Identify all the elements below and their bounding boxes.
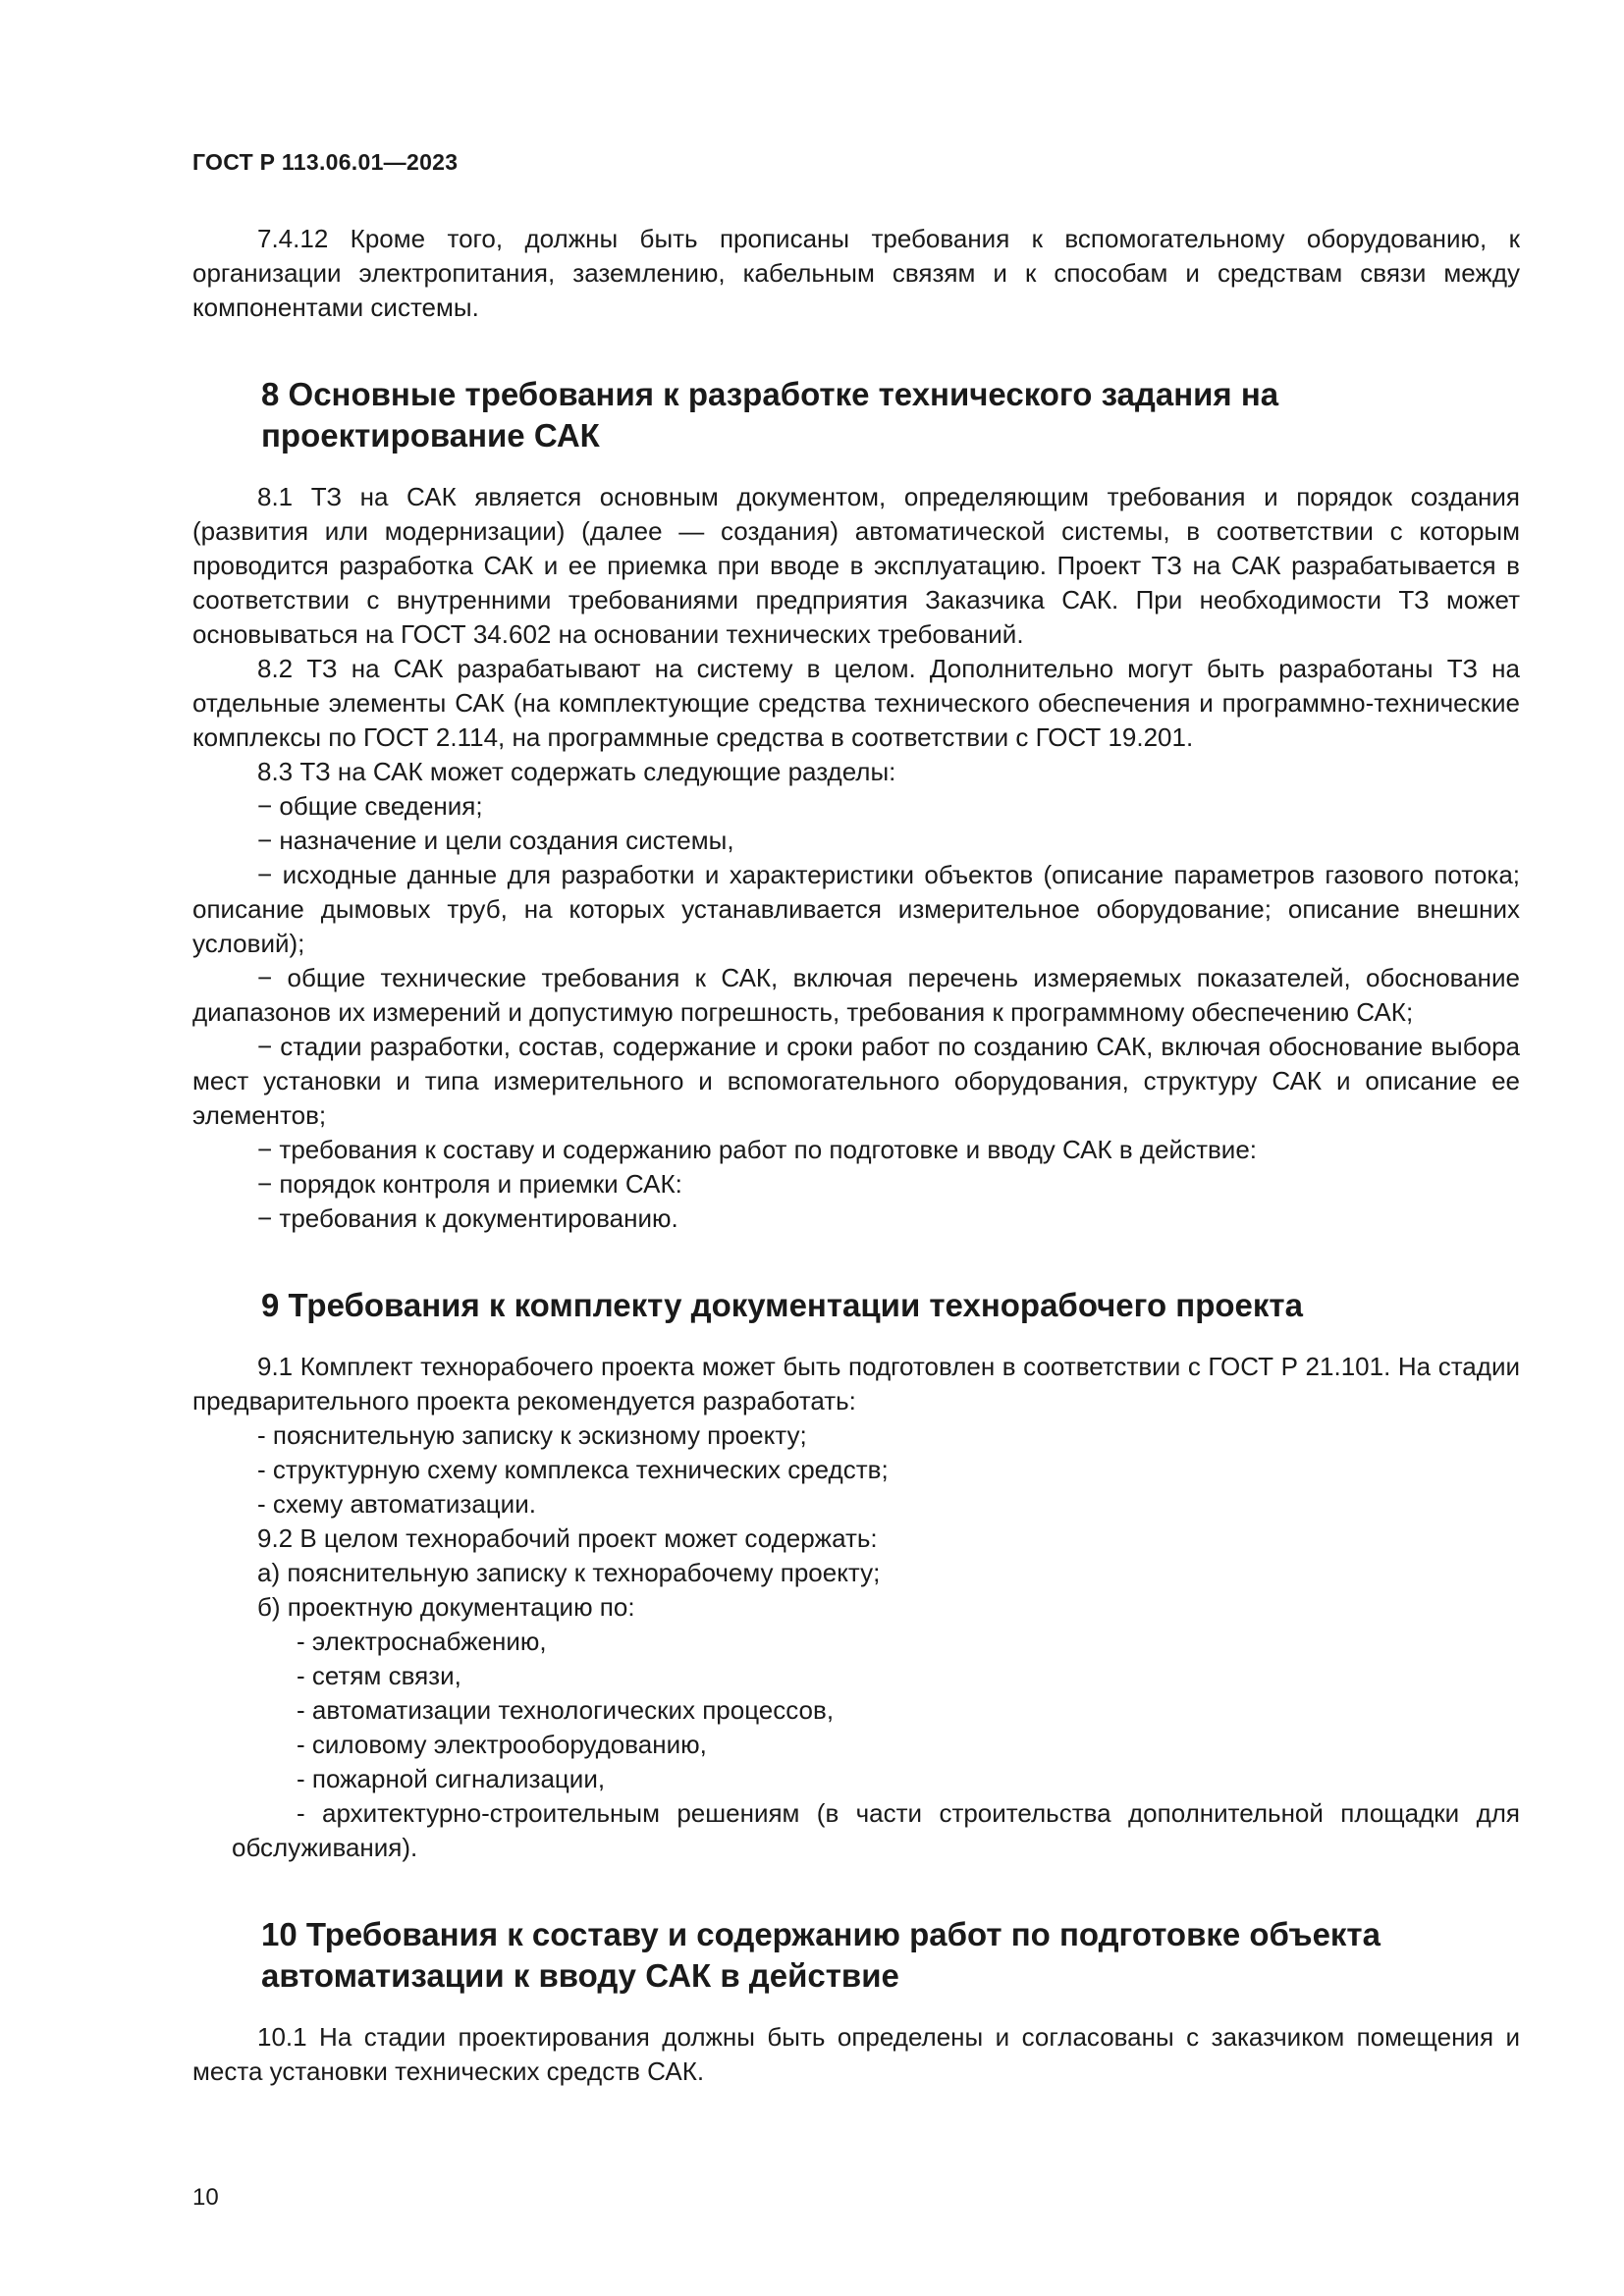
paragraph-7-4-12: 7.4.12 Кроме того, должны быть прописаны требования к вспомогательному оборудованию, к организации электропитания, заземлению, кабельным связям и к способам и средствам связи между компонентами системы.	[192, 224, 1520, 322]
section-9-heading: 9 Требования к комплекту документации технорабочего проекта	[261, 1287, 1303, 1323]
list-item: − стадии разработки, состав, содержание и сроки работ по созданию САК, включая обоснование выбора мест установки и типа измерительного и вспомогательного оборудования, структуру САК и описание ее элементов;	[192, 1032, 1520, 1130]
paragraph-8-1: 8.1 ТЗ на САК является основным документом, определяющим требования и порядок создания (развития или модернизации) (далее — создания) автоматической системы, в соответствии с которым проводится разработка САК и ее приемка при вводе в эксплуатацию. Проект ТЗ на САК разрабатывается в соответствии с внутренними требованиями предприятия Заказчика САК. При необходимости ТЗ может основываться на ГОСТ 34.602 на основании технических требований.	[192, 482, 1520, 649]
list-item: - структурную схему комплекса технических средств;	[257, 1455, 889, 1484]
section-8-heading: 8 Основные требования к разработке технического задания на проектирование САК	[261, 376, 1279, 454]
sub-list-item: - сетям связи,	[297, 1661, 461, 1690]
section-10-heading: 10 Требования к составу и содержанию работ по подготовке объекта автоматизации к вводу САК в действие	[261, 1916, 1380, 1994]
paragraph-9-2: 9.2 В целом технорабочий проект может содержать:	[257, 1523, 878, 1553]
page-content	[192, 222, 1520, 2089]
list-item: − назначение и цели создания системы,	[257, 826, 734, 855]
page-number: 10	[192, 2184, 219, 2211]
paragraph-8-3: 8.3 ТЗ на САК может содержать следующие разделы:	[257, 757, 896, 786]
list-item: − общие технические требования к САК, включая перечень измеряемых показателей, обоснование диапазонов их измерений и допустимую погрешность, требования к программному обеспечению САК;	[192, 963, 1520, 1027]
sub-list-item: - пожарной сигнализации,	[297, 1764, 606, 1793]
list-item: − общие сведения;	[257, 791, 483, 821]
sub-list-item: - силовому электрооборудованию,	[297, 1730, 707, 1759]
list-item-b: б) проектную документацию по:	[257, 1592, 635, 1622]
sub-list-item: - электроснабжению,	[297, 1627, 547, 1656]
list-item: - пояснительную записку к эскизному проекту;	[257, 1420, 807, 1450]
list-item: − порядок контроля и приемки САК:	[257, 1169, 682, 1199]
list-item: - схему автоматизации.	[257, 1489, 536, 1519]
sub-list-item: - автоматизации технологических процессов,	[297, 1695, 835, 1725]
paragraph-10-1: 10.1 На стадии проектирования должны быть определены и согласованы с заказчиком помещения и места установки технических средств САК.	[192, 2022, 1520, 2086]
list-item: − исходные данные для разработки и характеристики объектов (описание параметров газового потока; описание дымовых труб, на которых устанавливается измерительное оборудование; описание внешних условий);	[192, 860, 1520, 958]
paragraph-8-2: 8.2 ТЗ на САК разрабатывают на систему в целом. Дополнительно могут быть разработаны ТЗ на отдельные элементы САК (на комплектующие средства технического обеспечения и программно-технические комплексы по ГОСТ 2.114, на программные средства в соответствии с ГОСТ 19.201.	[192, 654, 1520, 752]
list-item: − требования к документированию.	[257, 1203, 678, 1233]
sub-list-item-last: - архитектурно-строительным решениям (в части строительства дополнительной площадки для обслуживания).	[232, 1798, 1520, 1862]
paragraph-9-1: 9.1 Комплект технорабочего проекта может быть подготовлен в соответствии с ГОСТ Р 21.101. На стадии предварительного проекта рекомендуется разработать:	[192, 1352, 1520, 1415]
list-item-a: а) пояснительную записку к технорабочему проекту;	[257, 1558, 881, 1587]
list-item: − требования к составу и содержанию работ по подготовке и вводу САК в действие:	[257, 1135, 1257, 1164]
document-code-header: ГОСТ Р 113.06.01—2023	[192, 149, 459, 175]
